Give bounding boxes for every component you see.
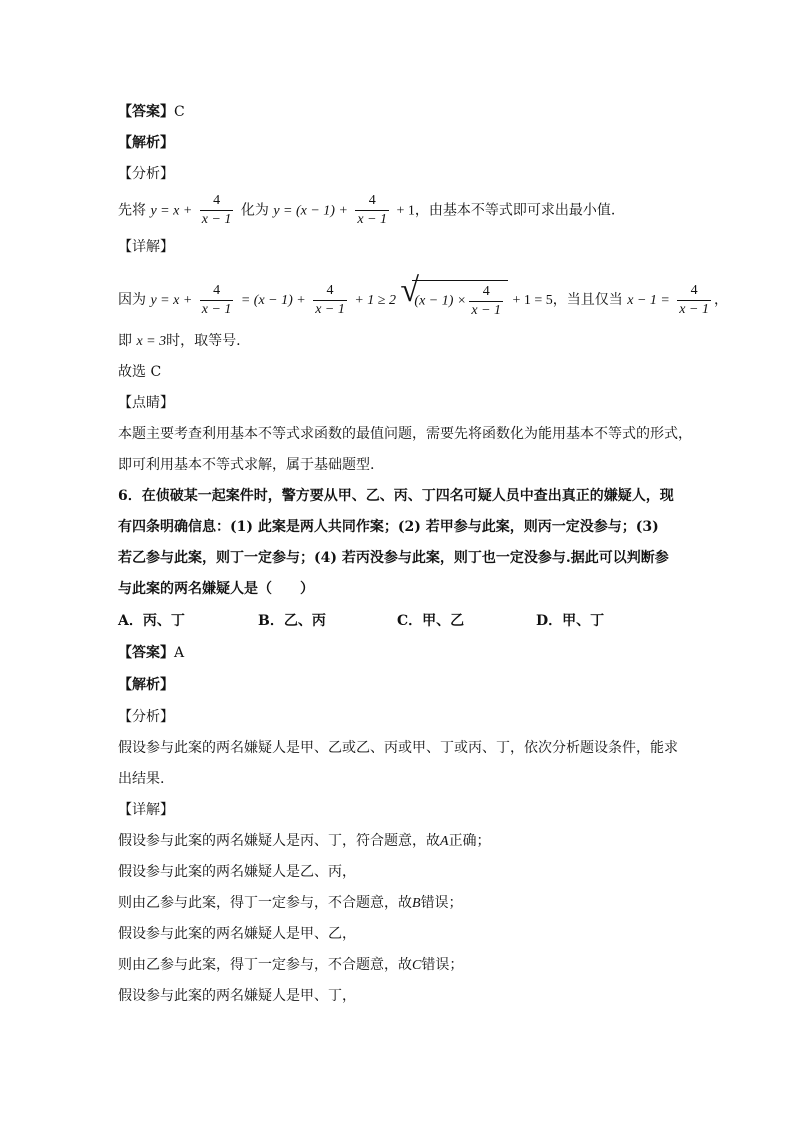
fenxi-heading: 【分析】 xyxy=(118,709,174,725)
fraction xyxy=(677,282,711,319)
fraction xyxy=(200,192,234,229)
fraction-num: 4 xyxy=(200,282,234,301)
step3-line xyxy=(118,331,241,352)
fraction xyxy=(313,282,347,319)
fraction-den: x − 1 xyxy=(679,301,709,317)
dianjing-heading: 【点睛】 xyxy=(118,395,174,411)
fraction-den: x − 1 xyxy=(471,303,502,318)
answer-value: C xyxy=(174,104,185,120)
step1-eq2-end: + 1 xyxy=(396,203,415,219)
summary-line: 本题主要考查利用基本不等式求函数的最值问题，需要先将函数化为能用基本不等式的形式， xyxy=(118,426,692,442)
step3-pre: 即 xyxy=(118,333,132,349)
choice-d: D．甲、丁 xyxy=(536,613,605,629)
detail-heading: 【详解】 xyxy=(118,802,174,818)
detail-text: 则由乙参与此案，得丁一定参与，不合题意，故 xyxy=(118,895,412,911)
fraction-num: 4 xyxy=(677,282,711,301)
answer-line xyxy=(118,102,185,122)
option-variable: B xyxy=(412,896,421,911)
step2-eq-e: x − 1 = xyxy=(627,293,670,308)
detail-line: 假设参与此案的两名嫌疑人是甲、丁， xyxy=(118,988,356,1004)
answer-line xyxy=(118,643,184,663)
fenxi-heading: 【分析】 xyxy=(118,166,174,182)
question-line: 若乙参与此案，则丁一定参与；(4) 若丙没参与此案，则丁也一定没参与.据此可以判断参 xyxy=(118,550,669,566)
option-variable: C xyxy=(412,958,422,973)
analysis-line: 出结果. xyxy=(118,771,165,787)
fraction xyxy=(355,192,389,229)
step1-eq1: y = x + xyxy=(150,203,193,219)
fraction-den: x − 1 xyxy=(357,212,388,227)
detail-text: 假设参与此案的两名嫌疑人是丙、丁，符合题意，故 xyxy=(118,833,440,849)
option-variable: A xyxy=(440,834,449,849)
answer-label: 【答案】 xyxy=(118,104,174,120)
fraction-num: 4 xyxy=(355,192,389,211)
step1-pre: 先将 xyxy=(118,202,146,219)
detail-text: 错误； xyxy=(420,895,463,911)
choice-a: A．丙、丁 xyxy=(118,613,185,629)
sqrt-term: (x − 1) × xyxy=(414,293,467,309)
step2-mid: ，当且仅当 xyxy=(552,292,623,308)
fraction-den: x − 1 xyxy=(315,301,345,317)
step2-line xyxy=(118,272,728,320)
detail-line xyxy=(118,955,463,976)
choice-b: B．乙、丙 xyxy=(258,613,326,629)
detail-line: 假设参与此案的两名嫌疑人是甲、乙， xyxy=(118,926,356,942)
radical-icon: √ xyxy=(400,272,420,309)
fraction-den: x − 1 xyxy=(201,212,232,227)
step1-mid: 化为 xyxy=(240,202,269,219)
detail-line xyxy=(118,893,463,914)
detail-text: 错误； xyxy=(421,957,464,973)
step2-eq-c: + 1 ≥ 2 xyxy=(354,293,396,308)
fraction-num: 4 xyxy=(200,192,234,211)
analysis-heading: 【解析】 xyxy=(118,677,174,693)
detail-line xyxy=(118,831,491,852)
analysis-heading: 【解析】 xyxy=(118,135,174,151)
summary-line: 即可利用基本不等式求解，属于基础题型. xyxy=(118,457,375,473)
step3-post: 时，取等号. xyxy=(166,333,241,349)
sqrt-expression xyxy=(400,272,508,320)
step3-eq: x = 3 xyxy=(136,334,167,349)
fraction xyxy=(469,283,503,320)
choice-c: C．甲、乙 xyxy=(397,613,465,629)
step2-pre: 因为 xyxy=(118,292,146,308)
detail-heading: 【详解】 xyxy=(118,239,174,255)
question-line: 有四条明确信息：(1) 此案是两人共同作案；(2) 若甲参与此案，则丙一定没参与；(3) xyxy=(118,519,659,535)
fraction-den: x − 1 xyxy=(201,301,232,317)
step1-line xyxy=(118,192,615,229)
question-line: 与此案的两名嫌疑人是（ ） xyxy=(118,581,314,597)
question-line: 6．在侦破某一起案件时，警方要从甲、乙、丙、丁四名可疑人员中查出真正的嫌疑人，现 xyxy=(118,488,674,504)
step2-eq-a: y = x + xyxy=(150,293,193,308)
choose-line: 故选 C xyxy=(118,364,162,380)
step1-eq2: y = (x − 1) + xyxy=(273,203,348,219)
answer-label: 【答案】 xyxy=(118,645,174,661)
detail-text: 则由乙参与此案，得丁一定参与，不合题意，故 xyxy=(118,957,412,973)
step2-eq-b: = (x − 1) + xyxy=(240,293,306,308)
fraction-num: 4 xyxy=(313,282,347,301)
step2-eq-d: + 1 = 5 xyxy=(512,293,553,308)
answer-value: A xyxy=(174,645,185,661)
detail-text: 正确； xyxy=(448,833,491,849)
detail-line: 假设参与此案的两名嫌疑人是乙、丙， xyxy=(118,864,356,880)
fraction-num: 4 xyxy=(469,283,503,302)
step2-end: ， xyxy=(713,292,728,308)
analysis-line: 假设参与此案的两名嫌疑人是甲、乙或乙、丙或甲、丁或丙、丁，依次分析题设条件，能求 xyxy=(118,740,678,756)
step1-post: ，由基本不等式即可求出最小值. xyxy=(414,202,616,219)
fraction xyxy=(200,282,234,319)
